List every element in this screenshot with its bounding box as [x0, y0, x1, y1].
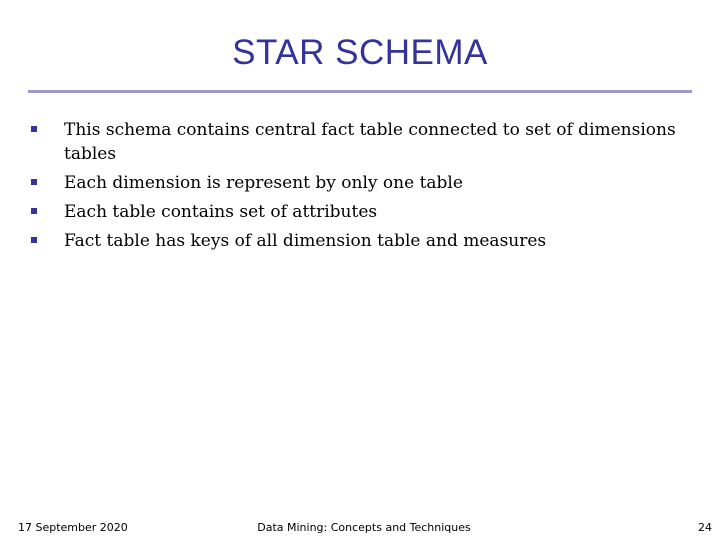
bullet-text: Each dimension is represent by only one table	[64, 173, 463, 193]
page-number: 24	[698, 521, 712, 534]
bullet-item	[28, 229, 678, 253]
title-divider	[28, 90, 692, 93]
bullet-text: Each table contains set of attributes	[64, 202, 378, 222]
footer-date: 17 September 2020	[18, 521, 128, 534]
bullet-text: Fact table has keys of all dimension table and measures	[64, 231, 547, 251]
footer-course-title: Data Mining: Concepts and Techniques	[257, 521, 471, 534]
square-bullet-icon	[31, 208, 37, 214]
square-bullet-icon	[31, 179, 37, 185]
square-bullet-icon	[31, 126, 37, 132]
bullet-item	[28, 200, 678, 224]
bullet-list	[28, 118, 678, 258]
bullet-item	[28, 171, 678, 195]
square-bullet-icon	[31, 237, 37, 243]
slide-title: STAR SCHEMA	[232, 33, 488, 72]
bullet-item	[28, 118, 678, 166]
bullet-text: This schema contains central fact table connected to set of dimensions tables	[64, 120, 676, 164]
